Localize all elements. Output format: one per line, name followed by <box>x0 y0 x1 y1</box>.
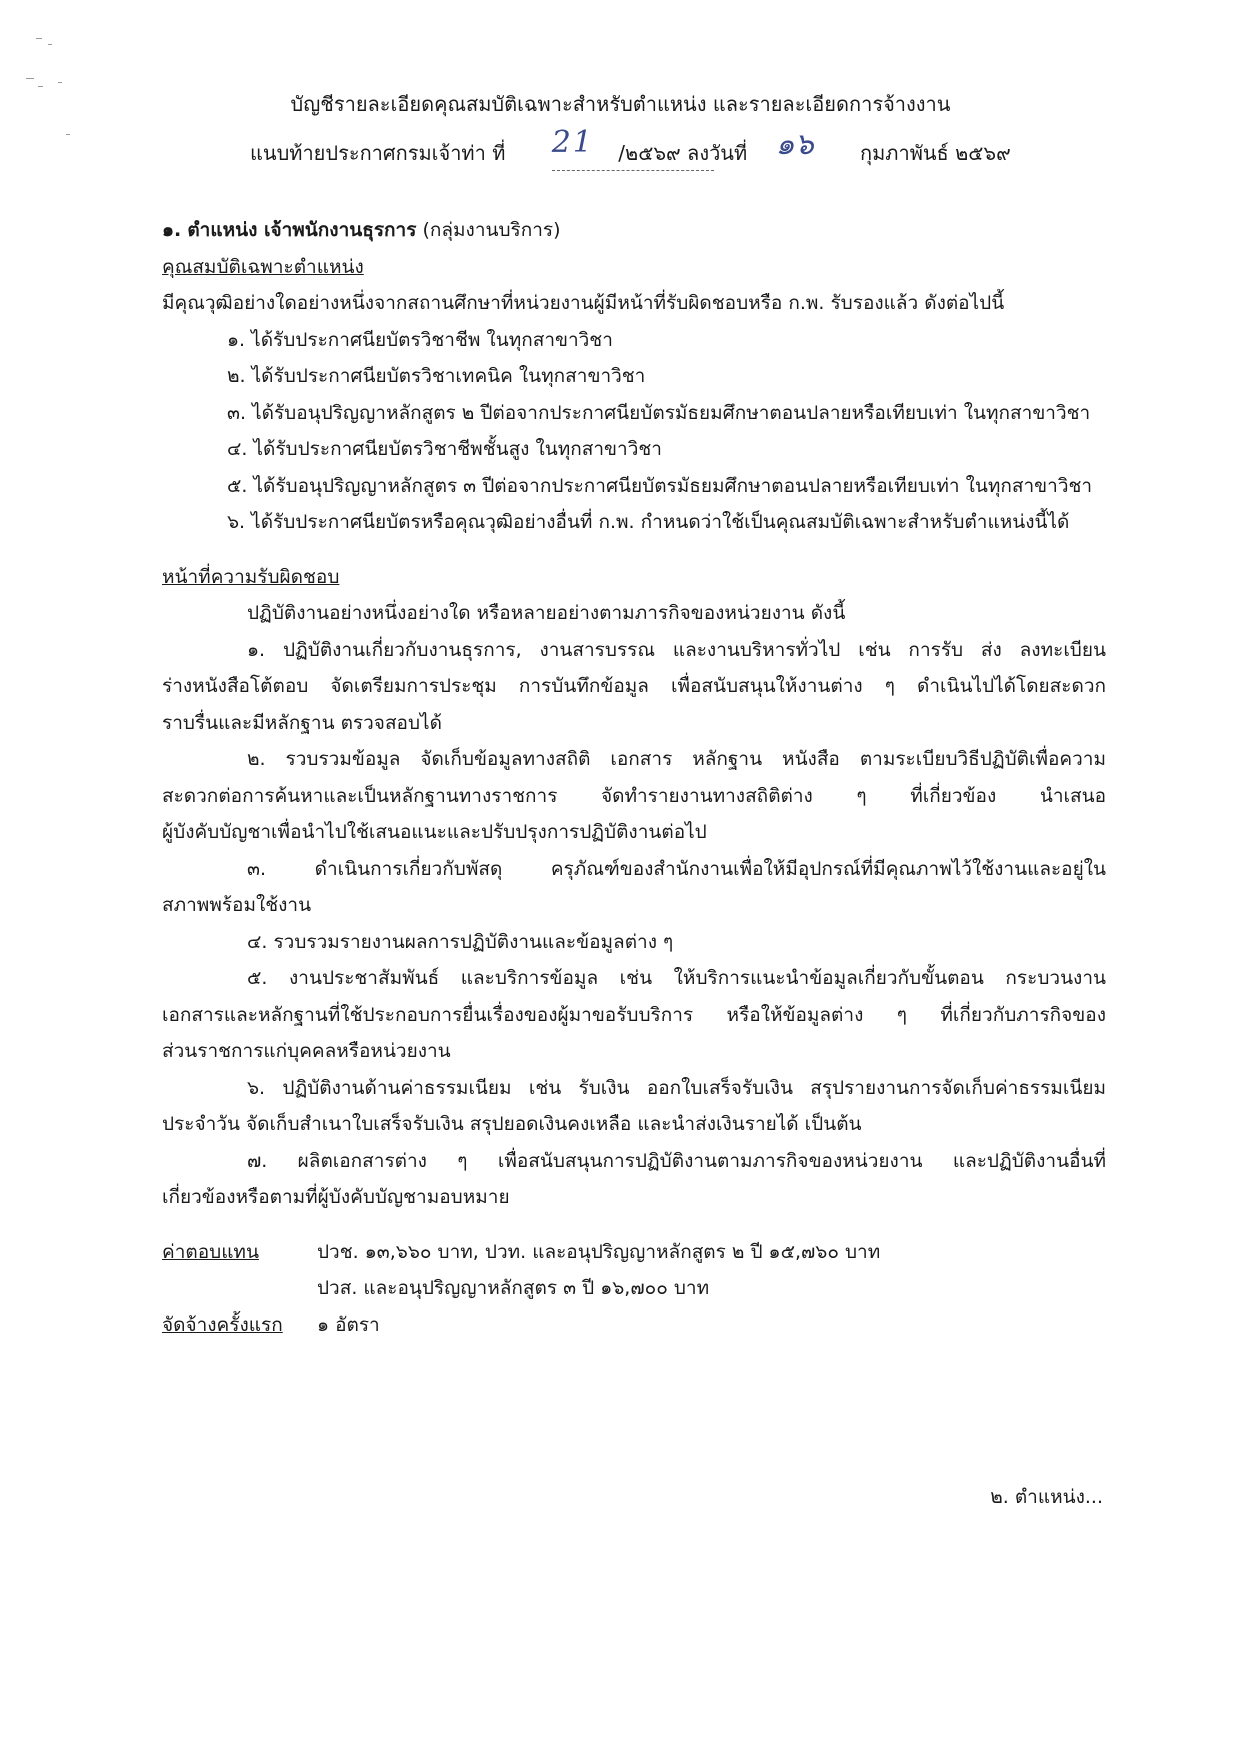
position-name: ตำแหน่ง เจ้าพนักงานธุรการ <box>187 219 417 241</box>
compensation-row-2 <box>162 1270 1106 1307</box>
compensation-line-1: ปวช. ๑๓,๖๖๐ บาท, ปวท. และอนุปริญญาหลักสูตร ๒ ปี ๑๕,๗๖๐ บาท <box>317 1240 881 1263</box>
header-prefix: แนบท้ายประกาศกรมเจ้าท่า ที่ <box>250 141 506 165</box>
continuation-marker: ๒. ตำแหน่ง... <box>990 1486 1103 1508</box>
hiring-label: จัดจ้างครั้งแรก <box>162 1313 283 1336</box>
duty-item-line: ๖. ปฏิบัติงานด้านค่าธรรมเนียม เช่น รับเงิน ออกใบเสร็จรับเงิน สรุปรายงานการจัดเก็บค่าธรรมเนียม <box>247 1076 1106 1099</box>
qualification-item: ๔. ได้รับประกาศนียบัตรวิชาชีพชั้นสูง ในทุกสาขาวิชา <box>227 438 662 460</box>
compensation-label: ค่าตอบแทน <box>162 1240 259 1263</box>
duty-item-line: ๔. รวบรวมรายงานผลการปฏิบัติงานและข้อมูลต่าง ๆ <box>247 930 674 953</box>
header-line-1: บัญชีรายละเอียดคุณสมบัติเฉพาะสำหรับตำแหน่ง และรายละเอียดการจ้างงาน <box>290 92 951 116</box>
position-group: (กลุ่มงานบริการ) <box>422 219 561 241</box>
duty-item-line: สภาพพร้อมใช้งาน <box>162 894 312 916</box>
duty-item-line: ๕. งานประชาสัมพันธ์ และบริการข้อมูล เช่น ให้บริการแนะนำข้อมูลเกี่ยวกับขั้นตอน กระบวนงาน <box>247 967 1106 989</box>
position-title <box>162 212 1106 249</box>
duty-item-line: ๗. ผลิตเอกสารต่าง ๆ เพื่อสนับสนุนการปฏิบัติงานตามภารกิจของหน่วยงาน และปฏิบัติงานอื่นที่ <box>247 1149 1106 1172</box>
document-body <box>162 212 1106 1343</box>
duty-item-line: เกี่ยวข้องหรือตามที่ผู้บังคับบัญชามอบหมาย <box>162 1186 510 1208</box>
duties-intro: ปฏิบัติงานอย่างหนึ่งอย่างใด หรือหลายอย่างตามภารกิจของหน่วยงาน ดังนี้ <box>247 602 846 624</box>
duty-item-line: สะดวกต่อการค้นหาและเป็นหลักฐานทางราชการ จัดทำรายงานทางสถิติต่าง ๆ ที่เกี่ยวข้อง นำเสนอ <box>162 784 1106 807</box>
position-number: ๑. <box>162 219 182 241</box>
qualification-item: ๒. ได้รับประกาศนียบัตรวิชาเทคนิค ในทุกสาขาวิชา <box>227 365 646 387</box>
handwritten-announcement-number: 21 <box>551 125 594 160</box>
duties-heading: หน้าที่ความรับผิดชอบ <box>162 565 340 588</box>
handwritten-day: ๑๖ <box>775 127 814 162</box>
hiring-value: ๑ อัตรา <box>317 1313 380 1336</box>
header-date: กุมภาพันธ์ ๒๕๖๙ <box>859 141 1011 165</box>
header-line-2 <box>250 127 1011 174</box>
duty-item-line: ๒. รวบรวมข้อมูล จัดเก็บข้อมูลทางสถิติ เอกสาร หลักฐาน หนังสือ ตามระเบียบวิธีปฏิบัติเพื่อความ <box>247 748 1106 770</box>
duty-item-line: ประจำวัน จัดเก็บสำเนาใบเสร็จรับเงิน สรุปยอดเงินคงเหลือ และนำส่งเงินรายได้ เป็นต้น <box>162 1113 862 1135</box>
duty-item-line: ร่างหนังสือโต้ตอบ จัดเตรียมการประชุม การบันทึกข้อมูล เพื่อสนับสนุนให้งานต่าง ๆ ดำเนินไปได้โดยสะดวก <box>162 675 1106 697</box>
duty-item-line: ราบรื่นและมีหลักฐาน ตรวจสอบได้ <box>162 711 442 734</box>
duty-item-line: ๓. ดำเนินการเกี่ยวกับพัสดุ ครุภัณฑ์ของสำนักงานเพื่อให้มีอุปกรณ์ที่มีคุณภาพไว้ใช้งานและอยู่ใน <box>247 857 1106 880</box>
duty-item-line: ๑. ปฏิบัติงานเกี่ยวกับงานธุรการ, งานสารบรรณ และงานบริหารทั่วไป เช่น การรับ ส่ง ลงทะเบียน <box>247 638 1106 661</box>
compensation-row <box>162 1234 1106 1271</box>
header-year: /๒๕๖๙ ลงวันที่ <box>618 141 748 165</box>
qualification-item: ๖. ได้รับประกาศนียบัตรหรือคุณวุฒิอย่างอื่นที่ ก.พ. กำหนดว่าใช้เป็นคุณสมบัติเฉพาะสำหรับตำแหน่งนี้ได้ <box>227 511 1070 533</box>
duty-item-line: เอกสารและหลักฐานที่ใช้ประกอบการยื่นเรื่องของผู้มาขอรับบริการ หรือให้ข้อมูลต่าง ๆ ที่เกี่ยวกับภารกิจของ <box>162 1003 1106 1026</box>
qualification-item: ๑. ได้รับประกาศนียบัตรวิชาชีพ ในทุกสาขาวิชา <box>227 328 613 351</box>
header-divider <box>552 170 714 171</box>
qualifications-intro: มีคุณวุฒิอย่างใดอย่างหนึ่งจากสถานศึกษาที่หน่วยงานผู้มีหน้าที่รับผิดชอบหรือ ก.พ. รับรองแล้ว ดังต่อไปนี้ <box>162 292 1005 314</box>
compensation-line-2: ปวส. และอนุปริญญาหลักสูตร ๓ ปี ๑๖,๗๐๐ บาท <box>317 1277 710 1299</box>
qualification-item: ๕. ได้รับอนุปริญญาหลักสูตร ๓ ปีต่อจากประกาศนียบัตรมัธยมศึกษาตอนปลายหรือเทียบเท่า ในทุกสาขาวิชา <box>227 474 1093 497</box>
duty-item-line: ผู้บังคับบัญชาเพื่อนำไปใช้เสนอแนะและปรับปรุงการปฏิบัติงานต่อไป <box>162 821 707 843</box>
qualifications-heading: คุณสมบัติเฉพาะตำแหน่ง <box>162 255 364 278</box>
duty-item-line: ส่วนราชการแก่บุคคลหรือหน่วยงาน <box>162 1040 451 1062</box>
hiring-row <box>162 1307 1106 1344</box>
qualification-item: ๓. ได้รับอนุปริญญาหลักสูตร ๒ ปีต่อจากประกาศนียบัตรมัธยมศึกษาตอนปลายหรือเทียบเท่า ในทุกสาขาวิชา <box>227 401 1091 424</box>
